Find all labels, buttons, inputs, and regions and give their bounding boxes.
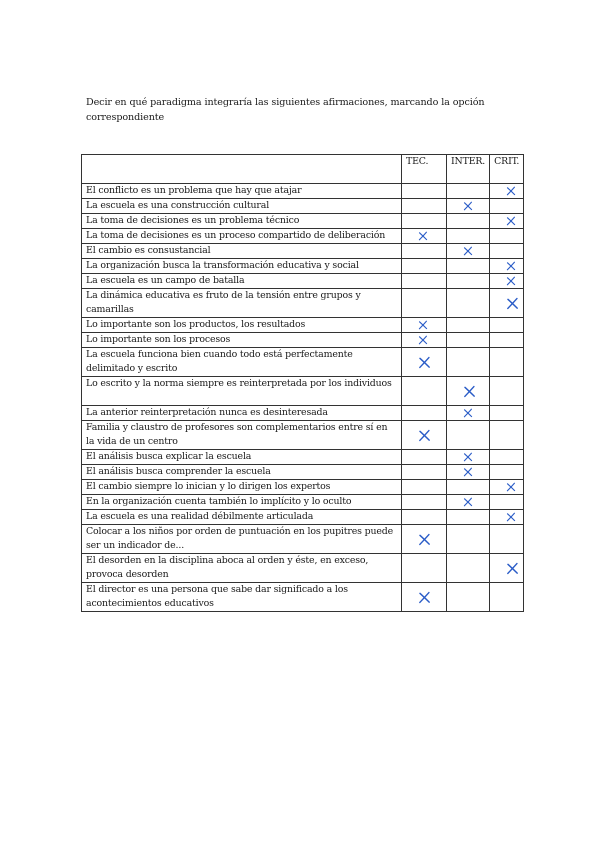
- mark-cell-inter[interactable]: [447, 495, 490, 510]
- mark-cell-crit[interactable]: [490, 525, 524, 554]
- mark-cell-inter[interactable]: [447, 348, 490, 377]
- mark-cell-crit[interactable]: [490, 244, 524, 259]
- table-row: [82, 229, 524, 244]
- statement-header: [82, 155, 402, 184]
- checkmark-x-icon: [506, 276, 516, 286]
- mark-cell-inter[interactable]: [447, 274, 490, 289]
- mark-cell-crit[interactable]: [490, 510, 524, 525]
- table-row: [82, 259, 524, 274]
- statement-text: Lo escrito y la norma siempre es reinterpretada por los individuos: [82, 377, 402, 406]
- checkmark-x-icon: [463, 452, 473, 462]
- mark-cell-inter[interactable]: [447, 244, 490, 259]
- checkmark-x-icon: [506, 512, 516, 522]
- mark-cell-inter[interactable]: [447, 184, 490, 199]
- column-header-tec: TEC.: [402, 155, 447, 184]
- checkmark-x-icon: [463, 246, 473, 256]
- statement-text: La anterior reinterpretación nunca es desinteresada: [82, 406, 402, 421]
- mark-cell-crit[interactable]: [490, 554, 524, 583]
- mark-cell-inter[interactable]: [447, 583, 490, 612]
- checkmark-x-icon: [418, 533, 431, 546]
- statement-text: La escuela es un campo de batalla: [82, 274, 402, 289]
- mark-cell-crit[interactable]: [490, 450, 524, 465]
- checkmark-x-icon: [506, 297, 519, 310]
- checkmark-x-icon: [463, 497, 473, 507]
- statement-text: En la organización cuenta también lo implícito y lo oculto: [82, 495, 402, 510]
- table-row: [82, 333, 524, 348]
- mark-cell-crit[interactable]: [490, 480, 524, 495]
- statement-text: La toma de decisiones es un proceso compartido de deliberación: [82, 229, 402, 244]
- statement-text: El análisis busca comprender la escuela: [82, 465, 402, 480]
- mark-cell-inter[interactable]: [447, 199, 490, 214]
- mark-cell-tec[interactable]: [402, 583, 447, 612]
- mark-cell-tec[interactable]: [402, 348, 447, 377]
- statement-text: La escuela funciona bien cuando todo está perfectamente delimitado y escrito: [82, 348, 402, 377]
- mark-cell-tec[interactable]: [402, 525, 447, 554]
- mark-cell-inter[interactable]: [447, 554, 490, 583]
- mark-cell-crit[interactable]: [490, 184, 524, 199]
- mark-cell-crit[interactable]: [490, 229, 524, 244]
- table-row: [82, 554, 524, 583]
- table-row: [82, 318, 524, 333]
- mark-cell-tec[interactable]: [402, 274, 447, 289]
- checkmark-x-icon: [463, 467, 473, 477]
- table-row: [82, 406, 524, 421]
- mark-cell-crit[interactable]: [490, 274, 524, 289]
- mark-cell-tec[interactable]: [402, 333, 447, 348]
- statement-text: Lo importante son los procesos: [82, 333, 402, 348]
- mark-cell-crit[interactable]: [490, 318, 524, 333]
- mark-cell-inter[interactable]: [447, 406, 490, 421]
- statement-text: La dinámica educativa es fruto de la tensión entre grupos y camarillas: [82, 289, 402, 318]
- checkmark-x-icon: [463, 201, 473, 211]
- table-row: [82, 377, 524, 406]
- table-row: [82, 450, 524, 465]
- checkmark-x-icon: [506, 216, 516, 226]
- checkmark-x-icon: [418, 356, 431, 369]
- mark-cell-crit[interactable]: [490, 289, 524, 318]
- mark-cell-inter[interactable]: [447, 289, 490, 318]
- mark-cell-tec[interactable]: [402, 184, 447, 199]
- statement-text: El análisis busca explicar la escuela: [82, 450, 402, 465]
- checkmark-x-icon: [506, 482, 516, 492]
- mark-cell-crit[interactable]: [490, 465, 524, 480]
- mark-cell-tec[interactable]: [402, 229, 447, 244]
- mark-cell-crit[interactable]: [490, 348, 524, 377]
- mark-cell-inter[interactable]: [447, 333, 490, 348]
- mark-cell-inter[interactable]: [447, 510, 490, 525]
- statement-text: La organización busca la transformación educativa y social: [82, 259, 402, 274]
- mark-cell-crit[interactable]: [490, 495, 524, 510]
- statement-text: Colocar a los niños por orden de puntuación en los pupitres puede ser un indicador de...: [82, 525, 402, 554]
- statement-text: El cambio siempre lo inician y lo dirigen los expertos: [82, 480, 402, 495]
- checkmark-x-icon: [418, 591, 431, 604]
- instructions-text: Decir en qué paradigma integraría las siguientes afirmaciones, marcando la opción correspondiente: [86, 97, 485, 123]
- table-row: [82, 184, 524, 199]
- statement-text: La escuela es una realidad débilmente articulada: [82, 510, 402, 525]
- checkmark-x-icon: [506, 186, 516, 196]
- statement-text: La escuela es una construcción cultural: [82, 199, 402, 214]
- mark-cell-inter[interactable]: [447, 318, 490, 333]
- mark-cell-inter[interactable]: [447, 421, 490, 450]
- mark-cell-tec[interactable]: [402, 259, 447, 274]
- mark-cell-tec[interactable]: [402, 480, 447, 495]
- mark-cell-tec[interactable]: [402, 214, 447, 229]
- table-row: [82, 289, 524, 318]
- table-row: [82, 465, 524, 480]
- table-row: [82, 199, 524, 214]
- mark-cell-tec[interactable]: [402, 495, 447, 510]
- mark-cell-crit[interactable]: [490, 214, 524, 229]
- mark-cell-tec[interactable]: [402, 450, 447, 465]
- statement-text: La toma de decisiones es un problema técnico: [82, 214, 402, 229]
- mark-cell-inter[interactable]: [447, 450, 490, 465]
- table-row: [82, 214, 524, 229]
- mark-cell-crit[interactable]: [490, 583, 524, 612]
- mark-cell-crit[interactable]: [490, 377, 524, 406]
- mark-cell-tec[interactable]: [402, 465, 447, 480]
- mark-cell-tec[interactable]: [402, 406, 447, 421]
- mark-cell-crit[interactable]: [490, 199, 524, 214]
- table-row: [82, 348, 524, 377]
- statement-text: El director es una persona que sabe dar significado a los acontecimientos educativos: [82, 583, 402, 612]
- mark-cell-tec[interactable]: [402, 318, 447, 333]
- mark-cell-tec[interactable]: [402, 377, 447, 406]
- column-header-inter: INTER.: [447, 155, 490, 184]
- statement-text: Familia y claustro de profesores son complementarios entre sí en la vida de un centro: [82, 421, 402, 450]
- checkmark-x-icon: [418, 231, 428, 241]
- checkmark-x-icon: [506, 562, 519, 575]
- table-row: [82, 274, 524, 289]
- table-row: [82, 495, 524, 510]
- mark-cell-tec[interactable]: [402, 289, 447, 318]
- mark-cell-tec[interactable]: [402, 244, 447, 259]
- mark-cell-inter[interactable]: [447, 525, 490, 554]
- checkmark-x-icon: [463, 385, 476, 398]
- mark-cell-inter[interactable]: [447, 214, 490, 229]
- table-row: [82, 421, 524, 450]
- mark-cell-tec[interactable]: [402, 421, 447, 450]
- mark-cell-tec[interactable]: [402, 510, 447, 525]
- mark-cell-crit[interactable]: [490, 406, 524, 421]
- mark-cell-crit[interactable]: [490, 333, 524, 348]
- mark-cell-inter[interactable]: [447, 229, 490, 244]
- paradigm-table: [81, 154, 524, 612]
- statement-text: El desorden en la disciplina aboca al orden y éste, en exceso, provoca desorden: [82, 554, 402, 583]
- mark-cell-inter[interactable]: [447, 480, 490, 495]
- mark-cell-tec[interactable]: [402, 199, 447, 214]
- checkmark-x-icon: [418, 335, 428, 345]
- table-row: [82, 525, 524, 554]
- checkmark-x-icon: [506, 261, 516, 271]
- mark-cell-inter[interactable]: [447, 377, 490, 406]
- table-row: [82, 480, 524, 495]
- mark-cell-inter[interactable]: [447, 465, 490, 480]
- mark-cell-inter[interactable]: [447, 259, 490, 274]
- mark-cell-crit[interactable]: [490, 259, 524, 274]
- checkmark-x-icon: [418, 320, 428, 330]
- table-row: [82, 244, 524, 259]
- table-row: [82, 583, 524, 612]
- table-row: [82, 510, 524, 525]
- mark-cell-crit[interactable]: [490, 421, 524, 450]
- checkmark-x-icon: [463, 408, 473, 418]
- statement-text: El conflicto es un problema que hay que atajar: [82, 184, 402, 199]
- statement-text: El cambio es consustancial: [82, 244, 402, 259]
- checkmark-x-icon: [418, 429, 431, 442]
- header-row: [82, 155, 524, 184]
- statement-text: Lo importante son los productos, los resultados: [82, 318, 402, 333]
- column-header-crit: CRIT.: [490, 155, 524, 184]
- mark-cell-tec[interactable]: [402, 554, 447, 583]
